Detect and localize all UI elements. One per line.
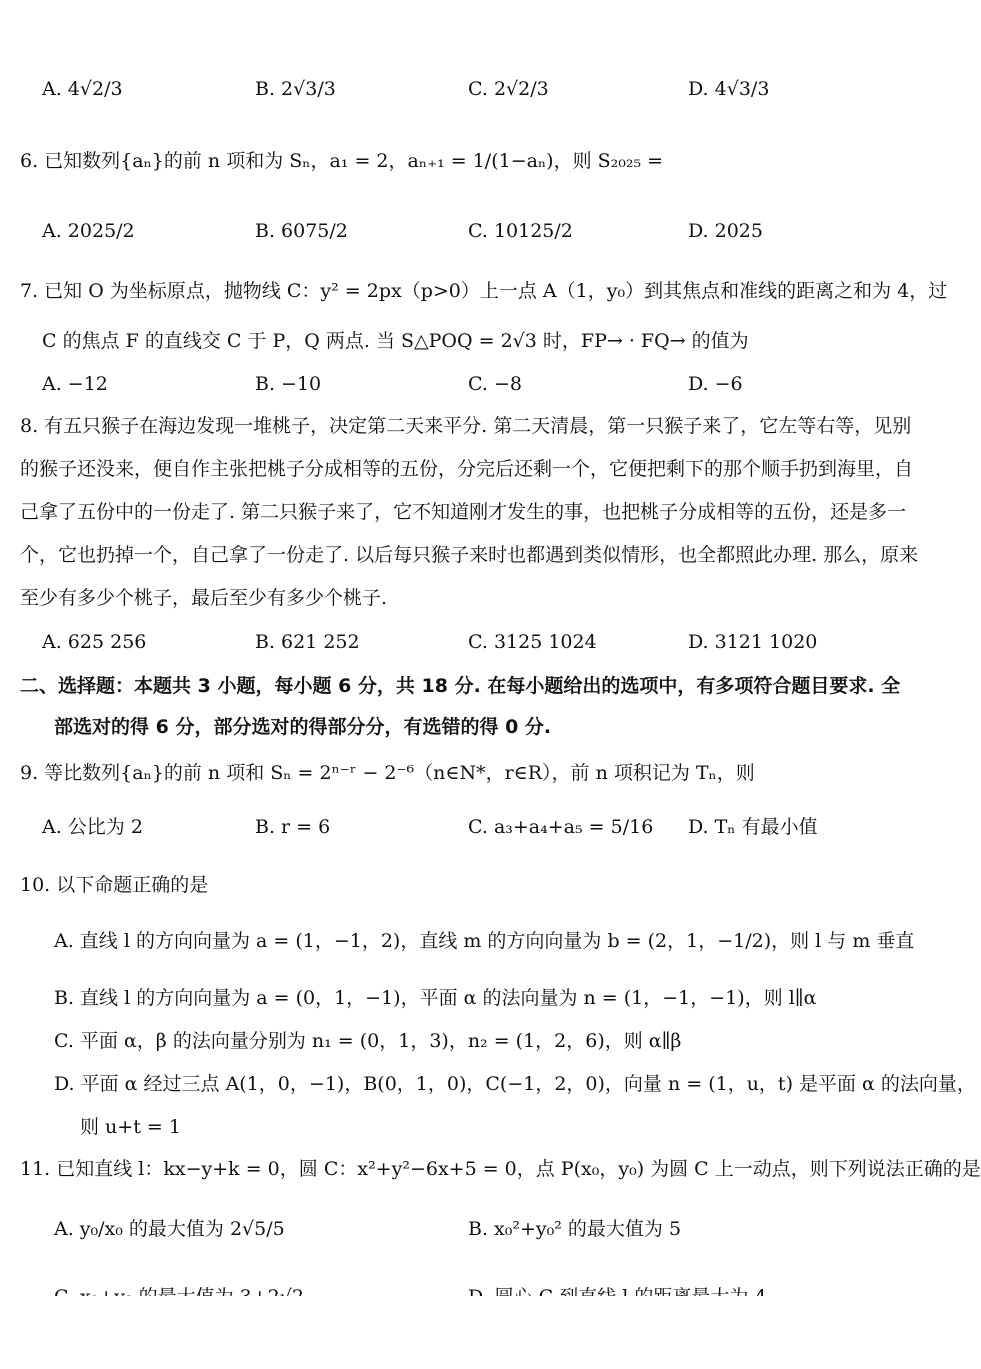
- q8-option-d: D. 3121 1020: [688, 631, 818, 653]
- page-bottom-blank: [0, 1296, 950, 1369]
- section-2-line1: 二、选择题：本题共 3 小题，每小题 6 分，共 18 分. 在每小题给出的选项中，有多项符合题目要求. 全: [20, 675, 901, 697]
- q10-option-a: A. 直线 l 的方向向量为 a = (1，−1，2)，直线 m 的方向向量为 b = (2，1，−1/2)，则 l 与 m 垂直: [54, 930, 915, 952]
- q11-option-c-clipped: [54, 1280, 434, 1296]
- q10-stem: 10. 以下命题正确的是: [20, 874, 209, 896]
- q8-option-a: A. 625 256: [42, 631, 147, 653]
- q6-option-b: B. 6075/2: [255, 220, 348, 242]
- q8-option-c: C. 3125 1024: [468, 631, 597, 653]
- q11-option-a: A. y₀/x₀ 的最大值为 2√5/5: [54, 1218, 285, 1240]
- q8-option-b: B. 621 252: [255, 631, 360, 653]
- q7-option-b: B. −10: [255, 373, 322, 395]
- q11-option-d-clipped: [468, 1280, 928, 1296]
- q10-option-d-line1: D. 平面 α 经过三点 A(1，0，−1)，B(0，1，0)，C(−1，2，0)，向量 n = (1，u，t) 是平面 α 的法向量，: [54, 1073, 976, 1095]
- q10-option-d-line2: 则 u+t = 1: [80, 1116, 181, 1138]
- q7-stem-line1: 7. 已知 O 为坐标原点，抛物线 C：y² = 2px（p>0）上一点 A（1，y₀）到其焦点和准线的距离之和为 4，过: [20, 280, 948, 302]
- q9-stem: 9. 等比数列{aₙ}的前 n 项和 Sₙ = 2ⁿ⁻ʳ − 2⁻⁶（n∈N*，r∈R），前 n 项积记为 Tₙ，则: [20, 762, 755, 784]
- q9-option-c: C. a₃+a₄+a₅ = 5/16: [468, 816, 654, 838]
- q7-option-c: C. −8: [468, 373, 522, 395]
- q6-stem: 6. 已知数列{aₙ}的前 n 项和为 Sₙ，a₁ = 2，aₙ₊₁ = 1/(1−aₙ)，则 S₂₀₂₅ =: [20, 150, 664, 172]
- q5-option-b: B. 2√3/3: [255, 78, 336, 100]
- q6-option-a: A. 2025/2: [42, 220, 135, 242]
- q11-stem: 11. 已知直线 l：kx−y+k = 0，圆 C：x²+y²−6x+5 = 0，点 P(x₀，y₀) 为圆 C 上一动点，则下列说法正确的是: [20, 1158, 981, 1180]
- q11-option-b: B. x₀²+y₀² 的最大值为 5: [468, 1218, 682, 1240]
- q7-option-d: D. −6: [688, 373, 743, 395]
- q9-option-b: B. r = 6: [255, 816, 331, 838]
- q5-option-d: D. 4√3/3: [688, 78, 770, 100]
- q9-option-d: D. Tₙ 有最小值: [688, 816, 818, 838]
- q7-option-a: A. −12: [42, 373, 108, 395]
- q10-option-c: C. 平面 α，β 的法向量分别为 n₁ = (0，1，3)，n₂ = (1，2，6)，则 α∥β: [54, 1030, 682, 1052]
- q10-option-b: B. 直线 l 的方向向量为 a = (0，1，−1)，平面 α 的法向量为 n = (1，−1，−1)，则 l∥α: [54, 987, 817, 1009]
- q5-option-c: C. 2√2/3: [468, 78, 549, 100]
- section-2-line2: 部选对的得 6 分，部分选对的得部分分，有选错的得 0 分.: [54, 716, 552, 738]
- q8-stem: 8. 有五只猴子在海边发现一堆桃子，决定第二天来平分. 第二天清晨，第一只猴子来了，它左等右等，见别的猴子还没来，便自作主张把桃子分成相等的五份，分完后还剩一个，它便把剩下的那个顺手扔到海里，自己拿了五份中的一份走了. 第二只猴子来了，它不知道刚才发生的事，也把桃子分成相等的五份，还是多一个，它也扔掉一个，自己拿了一份走了. 以后每只猴子来时也都遇到类似情形，也全都照此办理. 那么，原来至少有多少个桃子，最后至少有多少个桃子.: [20, 415, 919, 609]
- q7-stem-line2: C 的焦点 F 的直线交 C 于 P，Q 两点. 当 S△POQ = 2√3 时，FP→ · FQ→ 的值为: [42, 330, 749, 352]
- q9-option-a: A. 公比为 2: [42, 816, 143, 838]
- q6-option-c: C. 10125/2: [468, 220, 573, 242]
- q5-option-a: A. 4√2/3: [42, 78, 123, 100]
- q6-option-d: D. 2025: [688, 220, 763, 242]
